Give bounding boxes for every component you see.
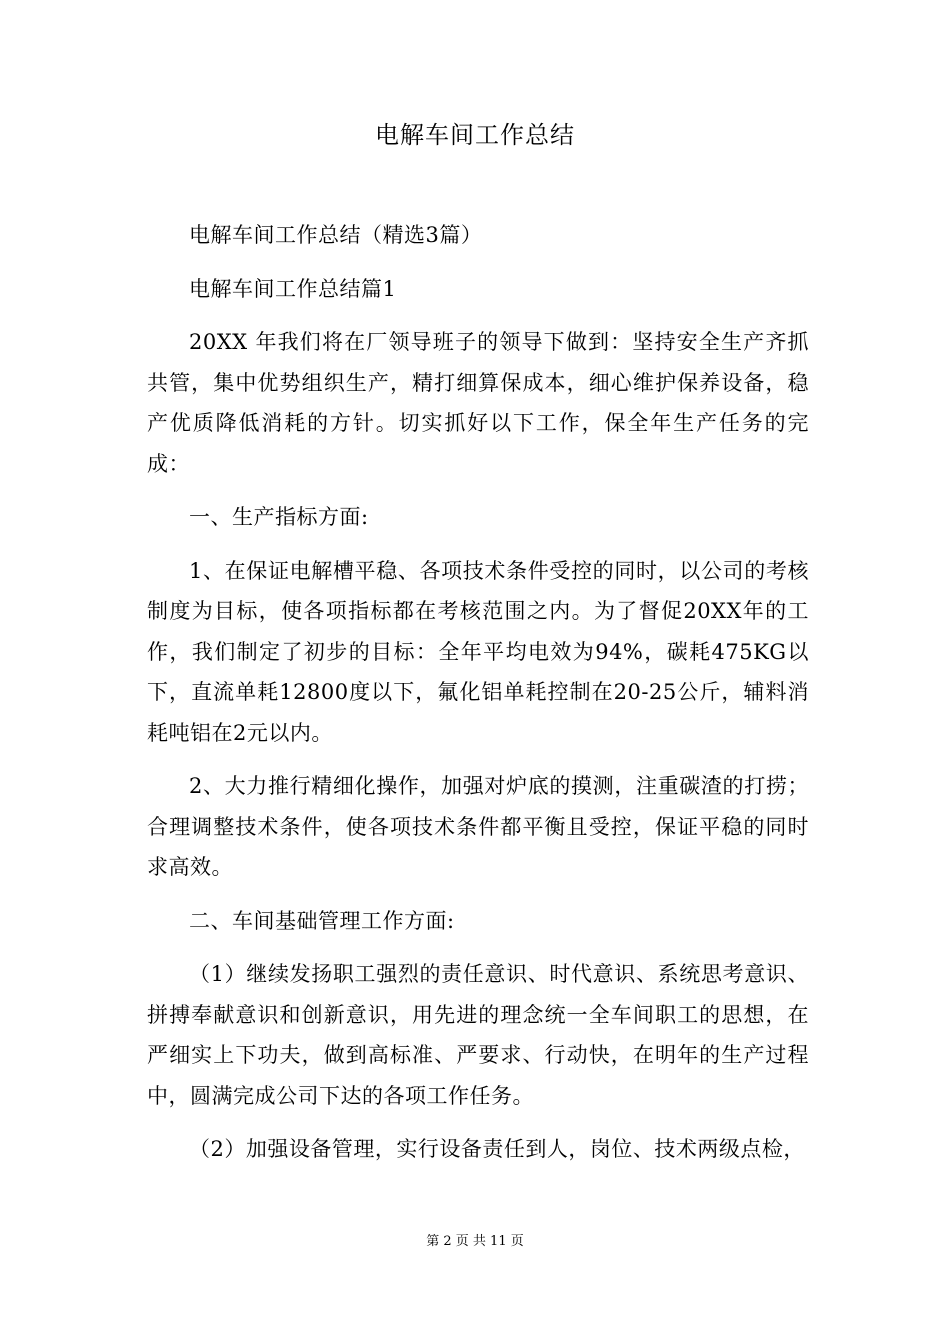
paragraph-item-1: 1、在保证电解槽平稳、各项技术条件受控的同时，以公司的考核制度为目标，使各项指标都在考核范围之内。为了督促20XX年的工作，我们制定了初步的目标：全年平均电效为94%，碳耗475KG以下，直流单耗12800度以下，氟化铝单耗控制在20-25公斤，辅料消耗吨铝在2元以内。 (147, 558, 809, 745)
page-number: 第 2 页 共 11 页 (426, 1234, 524, 1249)
paragraph-subtitle: 电解车间工作总结（精选3篇） (189, 223, 483, 247)
paragraph-section-heading: 电解车间工作总结篇1 (189, 276, 397, 301)
paragraph-intro: 20XX 年我们将在厂领导班子的领导下做到：坚持安全生产齐抓共管，集中优势组织生产，精打细算保成本，细心维护保养设备，稳产优质降低消耗的方针。切实抓好以下工作，保全年生产任务的完成： (147, 330, 809, 476)
paragraph-management-2: （2）加强设备管理，实行设备责任到人，岗位、技术两级点检， (189, 1137, 805, 1161)
paragraph-management-1: （1）继续发扬职工强烈的责任意识、时代意识、系统思考意识、拼搏奉献意识和创新意识，用先进的理念统一全车间职工的思想，在严细实上下功夫，做到高标准、严要求、行动快，在明年的生产过程中，圆满完成公司下达的各项工作任务。 (147, 962, 809, 1108)
document-body (147, 215, 809, 1183)
document-title: 电解车间工作总结 (375, 121, 575, 149)
paragraph-heading-management: 二、车间基础管理工作方面: (189, 908, 455, 933)
paragraph-item-2: 2、大力推行精细化操作，加强对炉底的摸测，注重碳渣的打捞；合理调整技术条件，使各项技术条件都平衡且受控，保证平稳的同时求高效。 (147, 774, 809, 879)
paragraph-heading-production: 一、生产指标方面: (189, 505, 369, 529)
